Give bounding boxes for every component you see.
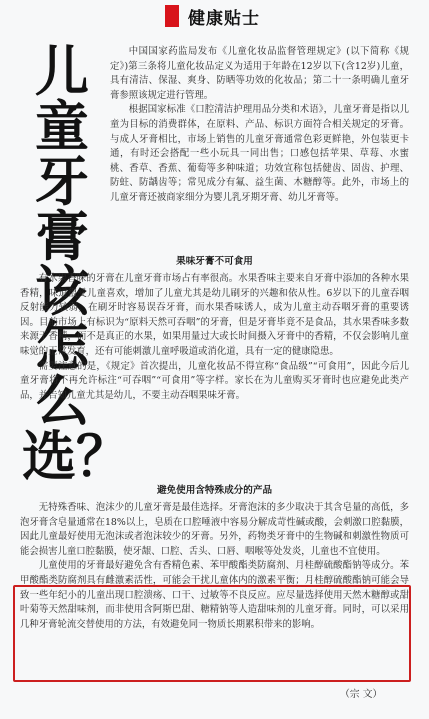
column-title: 健康贴士 bbox=[188, 8, 260, 29]
fruit-flavor-section bbox=[20, 272, 409, 403]
column-accent-bar bbox=[165, 5, 179, 27]
intro-section bbox=[110, 45, 409, 206]
intro-paragraph: 中国国家药监局发布《儿童化妆品监督管理规定》(以下简称《规定》)第三条将儿童化妆品定义为适用于年龄在12岁以下(含12岁)儿童，具有清洁、保湿、爽身、防晒等功效的化妆品；第二十一条明确儿童牙膏参照该规定进行管理。 bbox=[110, 46, 409, 101]
body-paragraph: 有水果香味的牙膏在儿童牙膏市场占有率很高。水果香味主要来自牙膏中添加的各种水果香精，味道很受儿童喜欢，增加了儿童尤其是幼儿刷牙的兴趣和依从性。6岁以下的儿童吞咽反射能力较弱，在刷牙时容易误吞牙膏，而水果香味诱人，成为儿童主动吞咽牙膏的重要诱因。目前市场上有标识为“原料天然可吞咽”的牙膏，但是牙膏毕竟不是食品，其水果香味多数来源于香精，而不是真正的水果，如果用量过大或长时间摄入牙膏中的香精，不仅会影响儿童味觉的正常发育，还有可能刺激儿童呼吸道或消化道，具有一定的健康隐患。 bbox=[20, 273, 409, 357]
body-paragraph: 需要注意的是，《规定》首次提出，儿童化妆品不得宣称“食品级”“可食用”，因此今后儿童牙膏将不再允许标注“可吞咽”“可食用”等字样。家长在为儿童购买牙膏时也应避免此类产品，并告知儿童尤其是幼儿，不要主动吞咽果味牙膏。 bbox=[20, 360, 409, 401]
author-signature: （宗 文） bbox=[340, 689, 383, 700]
intro-paragraph: 根据国家标准《口腔清洁护理用品分类和术语》，儿童牙膏是指以儿童为目标的消费群体，在原料、产品、标识方面符合相关规定的牙膏。与成人牙膏相比，市场上销售的儿童牙膏通常色彩更鲜艳，外包装更卡通，有时还会搭配一些小玩具一同出售；口感包括苹果、草莓、水蜜桃、香草、香蕉、葡萄等多种味道；功效宣称包括健齿、固齿、护理、防蛀、防龋齿等；常见成分有氟、益生菌、木糖醇等。此外，市场上的儿童牙膏还被商家细分为婴儿乳牙期牙膏、幼儿牙膏等。 bbox=[110, 104, 409, 203]
headline: 儿童牙膏该怎么选？ bbox=[22, 40, 130, 488]
subheading-fruit-flavor: 果味牙膏不可食用 bbox=[176, 256, 253, 267]
subheading-special-ingredients: 避免使用含特殊成分的产品 bbox=[156, 485, 273, 496]
highlighted-paragraph: 儿童使用的牙膏最好避免含有香精色素、苯甲酸酯类防腐剂、月桂醇硫酸酯钠等成分。苯甲酸酯类防腐剂具有雌激素活性，可能会干扰儿童体内的激素平衡；月桂醇硫酸酯钠可能会导致一些年纪小的儿童出现口腔溃疡、口干、过敏等不良反应。应尽量选择使用天然木糖醇或甜叶菊等天然甜味剂，而非使用含阿斯巴甜、糖精钠等人造甜味剂的儿童牙膏。同时，可以采用几种牙膏轮流交替使用的方法，有效避免同一物质长期累积带来的影响。 bbox=[20, 560, 409, 630]
body-paragraph: 无特殊香味、泡沫少的儿童牙膏是最佳选择。牙膏泡沫的多少取决于其含皂量的高低，多泡牙膏含皂量通常在18%以上，皂质在口腔唾液中容易分解成苛性碱或酸，会刺激口腔黏膜，因此儿童最好使用无泡沫或者泡沫较少的牙膏。另外，药物类牙膏中的生物碱和刺激性物质可能会损害儿童口腔黏膜，使牙龈、口腔、舌头、口唇、咽喉等处发炎，儿童也不宜使用。 bbox=[20, 502, 409, 557]
column-header bbox=[165, 4, 260, 28]
highlight-box bbox=[13, 585, 411, 682]
